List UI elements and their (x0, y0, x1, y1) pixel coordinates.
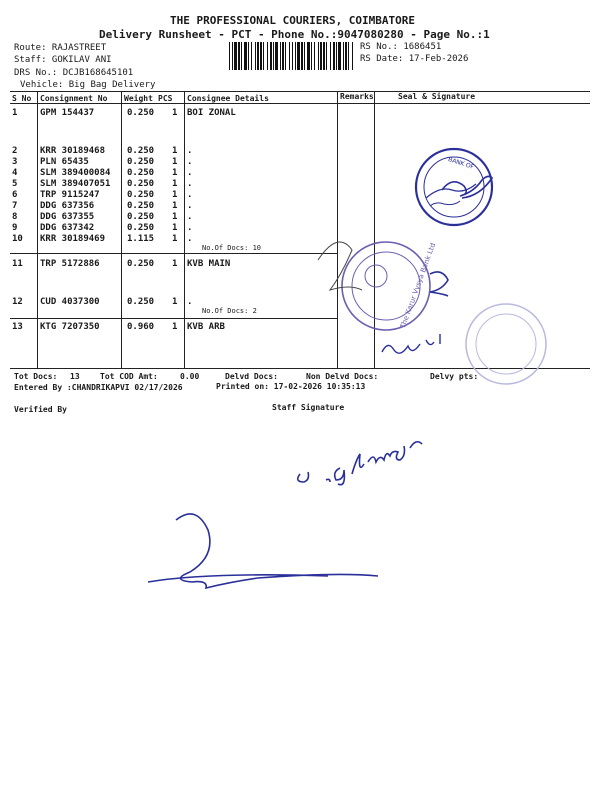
row-pcs: 1 (172, 223, 178, 233)
row-sno: 12 (12, 297, 23, 307)
row-consignment: DDG 637356 (40, 201, 95, 211)
row-weight: 1.115 (127, 234, 155, 244)
runsheet-title: Delivery Runsheet - PCT - Phone No.:9047080280 - Page No.:1 (99, 28, 490, 41)
group1-docs-count: No.Of Docs: 10 (202, 244, 262, 252)
row-consignee: . (187, 234, 193, 244)
row-consignment: TRP 5172886 (40, 259, 100, 269)
row-weight: 0.250 (127, 201, 155, 211)
row-pcs: 1 (172, 297, 178, 307)
tot-cod-value: 0.00 (180, 372, 200, 381)
row-sno: 5 (12, 179, 18, 189)
row-consignee: KVB MAIN (187, 259, 231, 269)
row-weight: 0.250 (127, 108, 155, 118)
row-sno: 10 (12, 234, 23, 244)
row-pcs: 1 (172, 190, 178, 200)
header-weight: Weight (124, 94, 153, 103)
row-consignment: KRR 30189469 (40, 234, 106, 244)
printed-on: Printed on: 17-02-2026 10:35:13 (216, 382, 366, 391)
row-consignment: SLM 389407051 (40, 179, 111, 189)
row-sno: 11 (12, 259, 23, 269)
route-field: Route: RAJASTREET (14, 43, 107, 53)
row-consignee: . (187, 168, 193, 178)
delvd-docs: Delvd Docs: (225, 372, 278, 381)
staff-signature (298, 442, 422, 485)
row-sno: 4 (12, 168, 18, 178)
header-sno: S No (12, 94, 32, 103)
row-consignee: . (187, 201, 193, 211)
row-consignment: DDG 637355 (40, 212, 95, 222)
row-pcs: 1 (172, 234, 178, 244)
row-consignment: PLN 65435 (40, 157, 89, 167)
kvb-stamp (342, 242, 437, 331)
row-weight: 0.250 (127, 212, 155, 222)
row-consignment: KRR 30189468 (40, 146, 106, 156)
row-pcs: 1 (172, 179, 178, 189)
row-pcs: 1 (172, 212, 178, 222)
header-remarks: Remarks (340, 92, 374, 101)
row-consignee: . (187, 146, 193, 156)
company-name: THE PROFESSIONAL COURIERS, COIMBATORE (170, 14, 416, 27)
row-consignment: SLM 389400084 (40, 168, 111, 178)
header-pcs: PCS (158, 94, 173, 103)
row-pcs: 1 (172, 108, 178, 118)
header-consignee: Consignee Details (187, 94, 269, 103)
row-consignee: BOI ZONAL (187, 108, 236, 118)
row-consignment: TRP 9115247 (40, 190, 100, 200)
delvy-pts: Delvy pts: (430, 372, 479, 381)
row-consignment: CUD 4037300 (40, 297, 100, 307)
tot-docs-value: 13 (70, 372, 80, 381)
row-consignee: . (187, 223, 193, 233)
row-pcs: 1 (172, 322, 178, 332)
row-weight: 0.250 (127, 179, 155, 189)
row-consignee: . (187, 190, 193, 200)
kvb-signature (318, 242, 362, 290)
row-pcs: 1 (172, 157, 178, 167)
row-consignee: . (187, 157, 193, 167)
entered-by: Entered By :CHANDRIKAPVI 02/17/2026 (14, 383, 183, 392)
header-consignment: Consignment No (40, 94, 108, 103)
row-weight: 0.250 (127, 223, 155, 233)
bank-stamp (416, 149, 492, 225)
row-weight: 0.250 (127, 157, 155, 167)
row-pcs: 1 (172, 259, 178, 269)
row-sno: 1 (12, 108, 18, 118)
pale-stamp (466, 304, 546, 384)
non-delvd-docs: Non Delvd Docs: (306, 372, 379, 381)
row-weight: 0.250 (127, 146, 155, 156)
row-sno: 3 (12, 157, 18, 167)
rs-date: RS Date: 17-Feb-2026 (360, 54, 469, 64)
bank-stamp-text: BANK OF (447, 156, 475, 171)
kvb-initial (430, 272, 448, 296)
header-seal-signature: Seal & Signature (398, 92, 476, 101)
row-consignee: . (187, 179, 193, 189)
row-weight: 0.250 (127, 297, 155, 307)
row-sno: 6 (12, 190, 18, 200)
verified-by-label: Verified By (14, 405, 67, 414)
row-weight: 0.250 (127, 168, 155, 178)
row-sno: 8 (12, 212, 18, 222)
tot-cod-label: Tot COD Amt: (100, 372, 158, 381)
tot-docs-label: Tot Docs: (14, 372, 58, 381)
row-pcs: 1 (172, 168, 178, 178)
bank-stamp-signature (442, 176, 492, 198)
arb-signature (382, 334, 440, 353)
row-sno: 2 (12, 146, 18, 156)
staff-field: Staff: GOKILAV ANI (14, 55, 112, 65)
group2-docs-count: No.Of Docs: 2 (202, 307, 257, 315)
row-pcs: 1 (172, 201, 178, 211)
verified-by-signature (148, 514, 378, 588)
row-sno: 9 (12, 223, 18, 233)
row-sno: 13 (12, 322, 23, 332)
row-consignee: . (187, 297, 193, 307)
row-consignment: GPM 154437 (40, 108, 95, 118)
row-weight: 0.250 (127, 259, 155, 269)
vehicle-field: Vehicle: Big Bag Delivery (20, 80, 156, 90)
row-consignee: KVB ARB (187, 322, 225, 332)
row-consignment: DDG 637342 (40, 223, 95, 233)
row-consignment: KTG 7207350 (40, 322, 100, 332)
row-consignee: . (187, 212, 193, 222)
row-weight: 0.960 (127, 322, 155, 332)
row-sno: 7 (12, 201, 18, 211)
row-weight: 0.250 (127, 190, 155, 200)
drs-number: DRS No.: DCJB168645101 (14, 68, 134, 78)
staff-signature-label: Staff Signature (272, 403, 345, 412)
kvb-stamp-text: The Karur Vysya Bank Ltd (398, 241, 438, 330)
rs-number: RS No.: 1686451 (360, 42, 442, 52)
row-pcs: 1 (172, 146, 178, 156)
